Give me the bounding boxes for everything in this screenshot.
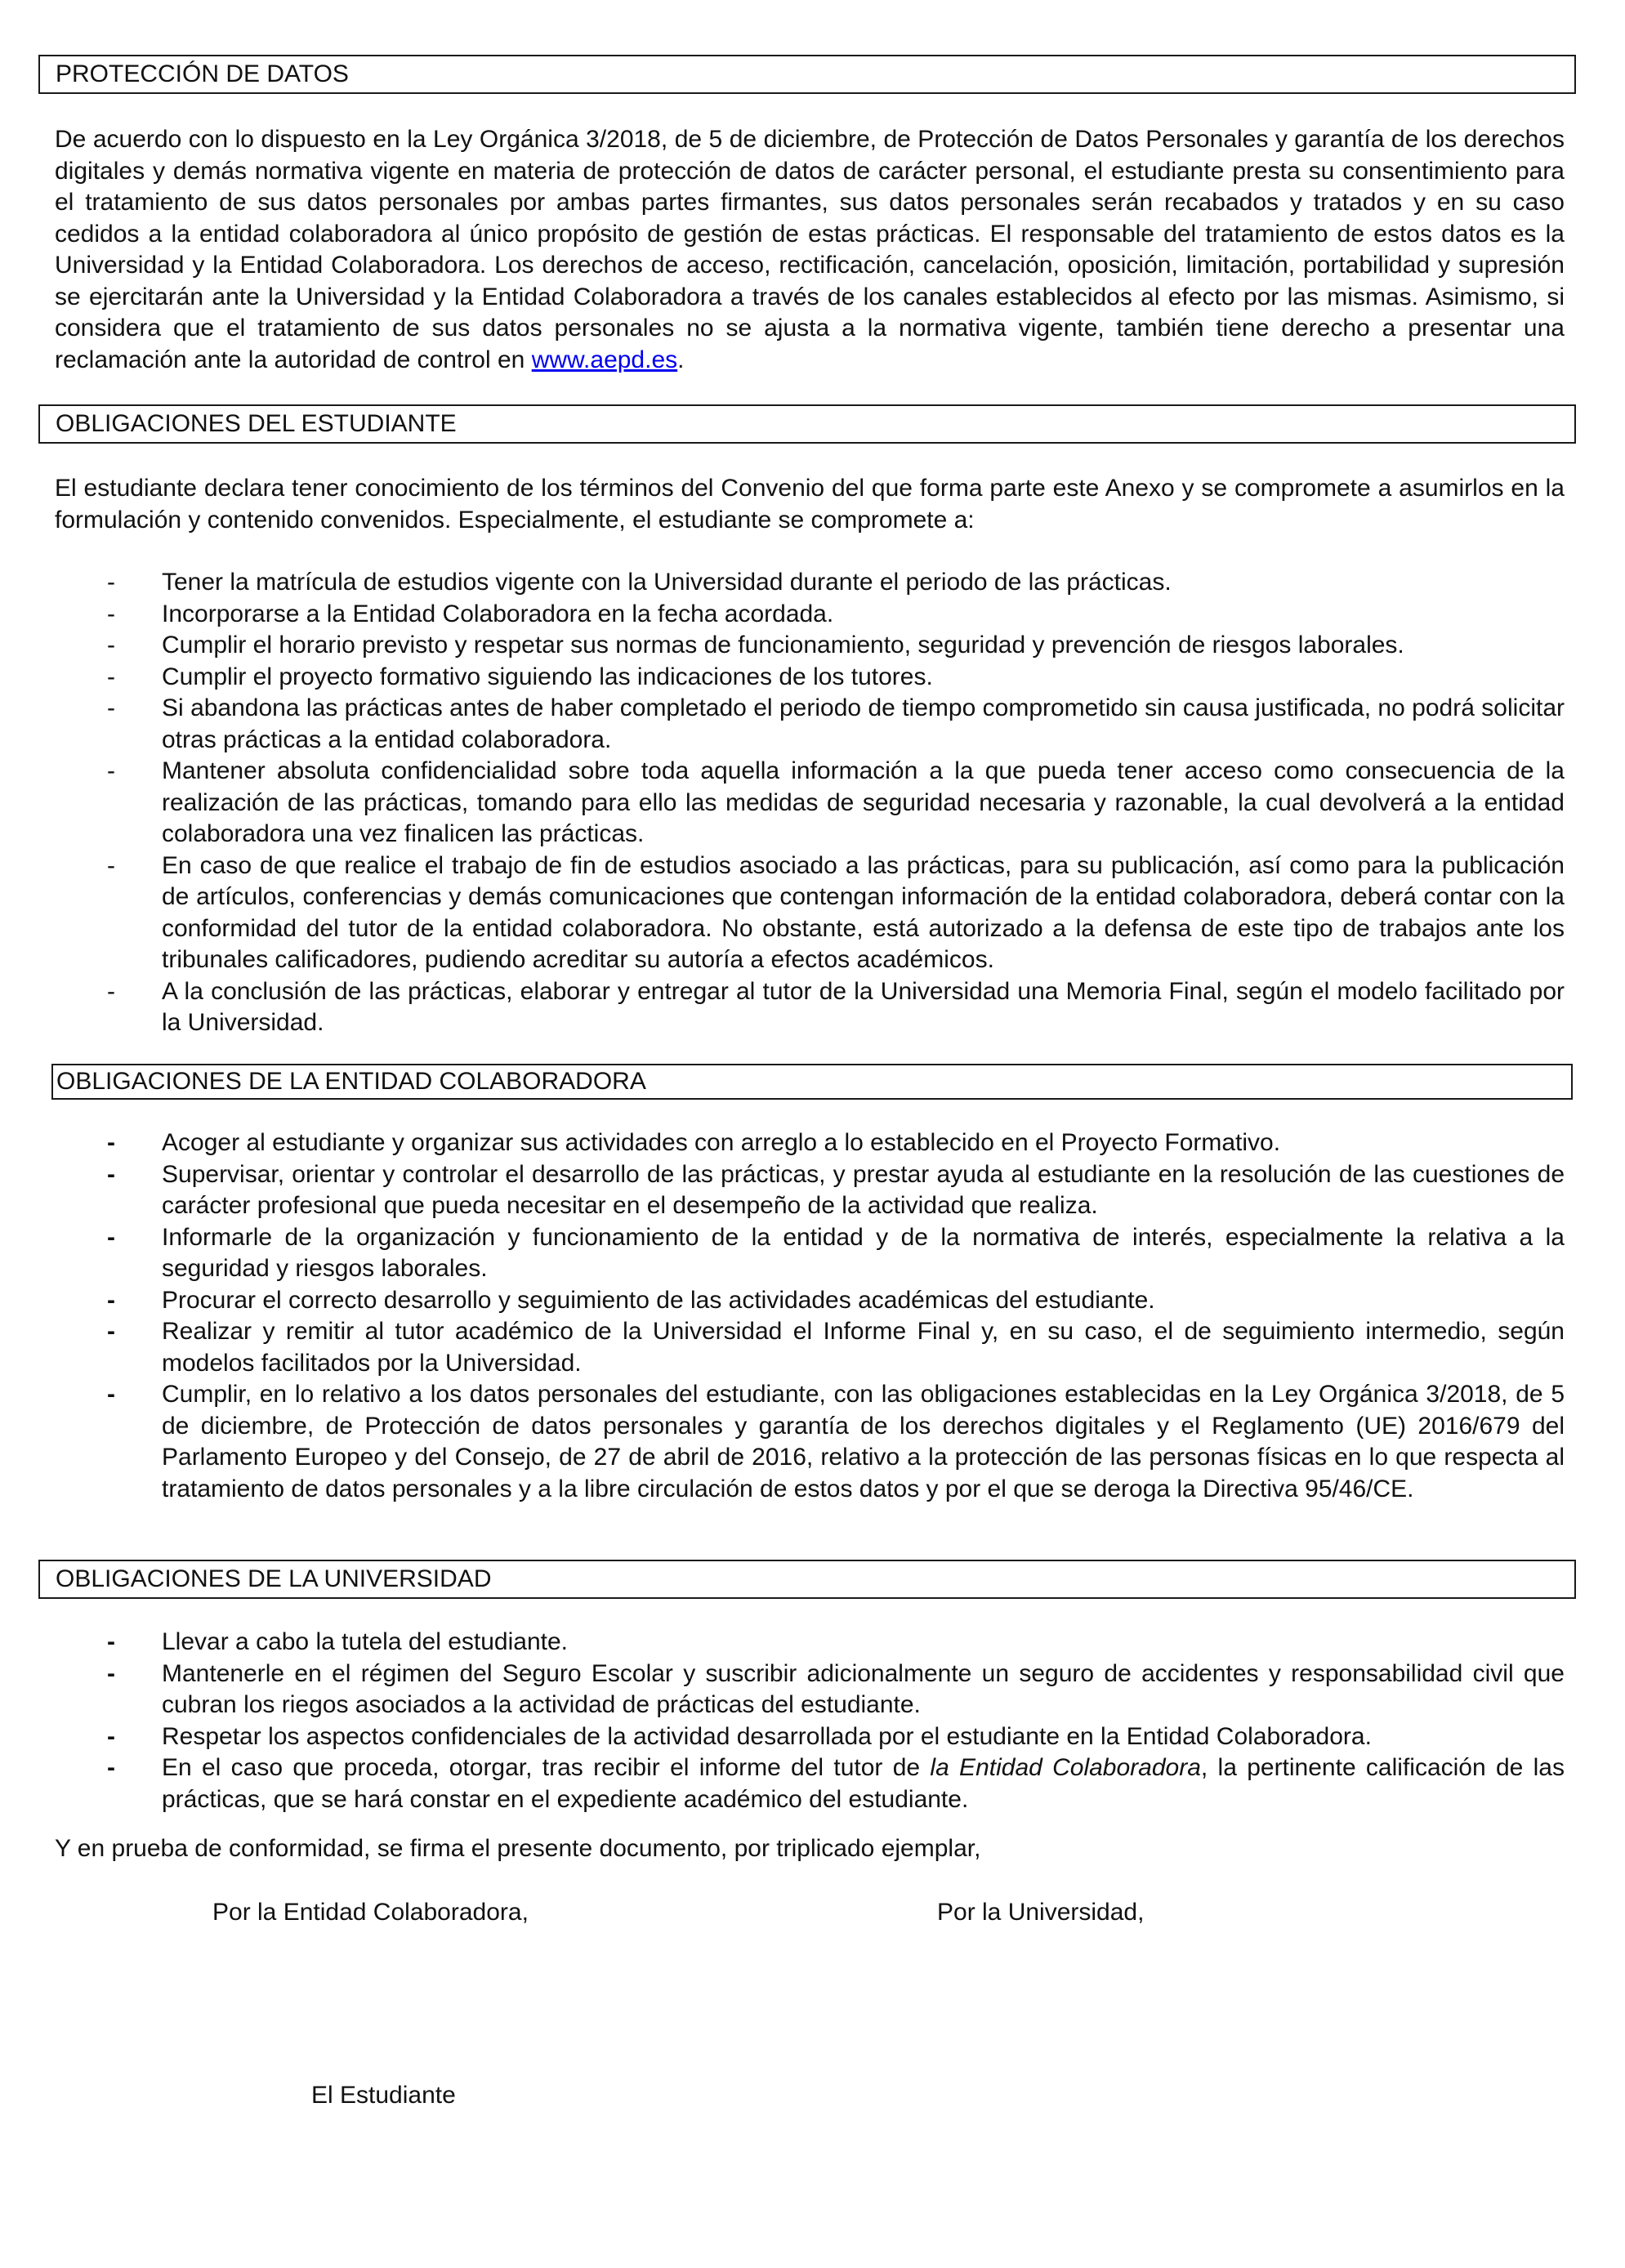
student-obligations-list	[55, 567, 1565, 1039]
signature-student: El Estudiante	[311, 2082, 456, 2109]
list-item	[55, 1659, 1565, 1721]
list-item	[55, 1379, 1565, 1505]
section-heading-text: PROTECCIÓN DE DATOS	[56, 60, 349, 87]
section-heading-text: OBLIGACIONES DE LA UNIVERSIDAD	[56, 1565, 492, 1592]
bullet-dash: -	[107, 1286, 115, 1314]
section-heading-data-protection	[38, 55, 1576, 94]
section-heading-text: OBLIGACIONES DEL ESTUDIANTE	[56, 410, 457, 437]
data-protection-text: De acuerdo con lo dispuesto en la Ley Orgánica 3/2018, de 5 de diciembre, de Protección de Datos Personales y garantía de los derechos digitales y demás normativa vigente en materia de protección de datos de carácter personal, el estudiante presta su consentimiento para el tratamiento de sus datos personales por ambas partes firmantes, sus datos personales serán recabados y tratados y en su caso cedidos a la entidad colaboradora al único propósito de gestión de estas prácticas. El responsable del tratamiento de estos datos es la Universidad y la Entidad Colaboradora. Los derechos de acceso, rectificación, cancelación, oposición, limitación, portabilidad y supresión se ejercitarán ante la Universidad y la Entidad Colaboradora a través de los canales establecidos al efecto por las mismas. Asimismo, si considera que el tratamiento de sus datos personales no se ajusta a la normativa vigente, también tiene derecho a presentar una reclamación ante la autoridad de control en	[55, 126, 1565, 373]
list-item	[55, 1752, 1565, 1815]
list-item-text: Realizar y remitir al tutor académico de la Universidad el Informe Final y, en su caso, el de seguimiento intermedio, según modelos facilitados por la Universidad.	[162, 1318, 1565, 1377]
bullet-dash: -	[107, 663, 115, 690]
list-item-text: En el caso que proceda, otorgar, tras recibir el informe del tutor de	[162, 1754, 931, 1781]
list-item-text: A la conclusión de las prácticas, elaborar y entregar al tutor de la Universidad una Memoria Final, según el modelo facilitado por la Universidad.	[162, 977, 1565, 1036]
entity-obligations-list	[55, 1127, 1565, 1505]
aepd-link[interactable]: www.aepd.es	[531, 346, 678, 373]
list-item	[55, 662, 1565, 694]
list-item-text: Respetar los aspectos confidenciales de la actividad desarrollada por el estudiante en la Entidad Colaboradora.	[162, 1722, 1372, 1750]
section-heading-student-obligations	[38, 404, 1576, 444]
list-item-text: Cumplir el proyecto formativo siguiendo las indicaciones de los tutores.	[162, 663, 933, 690]
list-item	[55, 693, 1565, 756]
bullet-dash: -	[107, 600, 115, 627]
list-item	[55, 1127, 1565, 1159]
list-item-text: Acoger al estudiante y organizar sus actividades con arreglo a lo establecido en el Proyecto Formativo.	[162, 1129, 1281, 1156]
list-item-text: Procurar el correcto desarrollo y seguimiento de las actividades académicas del estudiante.	[162, 1286, 1155, 1314]
list-item-text: Mantenerle en el régimen del Seguro Escolar y suscribir adicionalmente un seguro de accidentes y responsabilidad civil que cubran los riegos asociados a la actividad de prácticas del estudiante.	[162, 1659, 1565, 1718]
bullet-dash: -	[107, 569, 115, 596]
bullet-dash: -	[107, 1318, 115, 1345]
bullet-dash: -	[107, 1659, 115, 1687]
list-item	[55, 1627, 1565, 1659]
list-item-text: Mantener absoluta confidencialidad sobre toda aquella información a la que pueda tener acceso como consecuencia de la realización de las prácticas, tomando para ello las medidas de seguridad necesaria y razonable, la cual devolverá a la entidad colaboradora una vez finalicen las prácticas.	[162, 757, 1565, 847]
signature-entity: Por la Entidad Colaboradora,	[212, 1899, 529, 1926]
bullet-dash: -	[107, 694, 115, 721]
signature-university: Por la Universidad,	[937, 1899, 1145, 1926]
list-item-text: Tener la matrícula de estudios vigente con la Universidad durante el periodo de las prácticas.	[162, 569, 1172, 596]
list-item	[55, 1316, 1565, 1379]
closing-text: Y en prueba de conformidad, se firma el presente documento, por triplicado ejemplar,	[55, 1835, 981, 1862]
list-item-text: Llevar a cabo la tutela del estudiante.	[162, 1628, 569, 1655]
student-obligations-intro	[55, 473, 1565, 536]
list-item-text: En caso de que realice el trabajo de fin de estudios asociado a las prácticas, para su publicación, así como para la publicación de artículos, conferencias y demás comunicaciones que contengan información de la entidad colaboradora, deberá contar con la conformidad del tutor de la entidad colaboradora. No obstante, está autorizado a la defensa de este tipo de trabajos ante los tribunales calificadores, pudiendo acreditar su autoría a efectos académicos.	[162, 851, 1565, 973]
bullet-dash: -	[107, 1754, 115, 1781]
list-item-text: Supervisar, orientar y controlar el desarrollo de las prácticas, y prestar ayuda al estudiante en la resolución de las cuestiones de carácter profesional que pueda necesitar en el desempeño de la actividad que realiza.	[162, 1160, 1565, 1219]
list-item-text: Informarle de la organización y funcionamiento de la entidad y de la normativa de interés, especialmente la relativa a la seguridad y riesgos laborales.	[162, 1223, 1565, 1282]
bullet-dash: -	[107, 1381, 115, 1408]
list-item	[55, 1222, 1565, 1285]
list-item-text: , la pertinente calificación de las prácticas, que se hará constar en el expediente académico del estudiante.	[162, 1754, 1565, 1813]
bullet-dash: -	[107, 977, 115, 1005]
university-obligations-list	[55, 1627, 1565, 1815]
list-item	[55, 599, 1565, 631]
bullet-dash: -	[107, 1129, 115, 1156]
section-heading-text: OBLIGACIONES DE LA ENTIDAD COLABORADORA	[56, 1068, 646, 1095]
bullet-dash: -	[107, 1160, 115, 1188]
list-item	[55, 1721, 1565, 1753]
list-item	[55, 1285, 1565, 1317]
list-item	[55, 1159, 1565, 1222]
closing-statement	[55, 1833, 1565, 1865]
list-item	[55, 630, 1565, 662]
bullet-dash: -	[107, 1722, 115, 1750]
bullet-dash: -	[107, 1223, 115, 1251]
bullet-dash: -	[107, 632, 115, 659]
data-protection-end: .	[677, 346, 685, 373]
list-item	[55, 756, 1565, 850]
bullet-dash: -	[107, 757, 115, 784]
list-item	[55, 976, 1565, 1039]
list-item-text: Cumplir, en lo relativo a los datos personales del estudiante, con las obligaciones establecidas en la Ley Orgánica 3/2018, de 5 de diciembre, de Protección de datos personales y garantía de los derechos digitales y el Reglamento (UE) 2016/679 del Parlamento Europeo y del Consejo, de 27 de abril de 2016, relativo a la protección de las personas físicas en lo que respecta al tratamiento de datos personales y a la libre circulación de estos datos y por el que se deroga la Directiva 95/46/CE.	[162, 1381, 1565, 1502]
list-item	[55, 567, 1565, 599]
section-heading-entity-obligations	[51, 1064, 1573, 1100]
list-item-text: Si abandona las prácticas antes de haber completado el periodo de tiempo comprometido sin causa justificada, no podrá solicitar otras prácticas a la entidad colaboradora.	[162, 694, 1565, 753]
list-item-text: Cumplir el horario previsto y respetar sus normas de funcionamiento, seguridad y prevención de riesgos laborales.	[162, 632, 1404, 659]
student-intro-text: El estudiante declara tener conocimiento de los términos del Convenio del que forma parte este Anexo y se compromete a asumirlos en la formulación y contenido convenidos. Especialmente, el estudiante se compromete a:	[55, 475, 1565, 534]
list-item	[55, 850, 1565, 976]
bullet-dash: -	[107, 1628, 115, 1655]
bullet-dash: -	[107, 851, 115, 879]
list-item-text: Incorporarse a la Entidad Colaboradora en la fecha acordada.	[162, 600, 834, 627]
data-protection-paragraph	[55, 124, 1565, 376]
list-item-italic-text: la Entidad Colaboradora	[930, 1754, 1201, 1781]
section-heading-university-obligations	[38, 1560, 1576, 1599]
